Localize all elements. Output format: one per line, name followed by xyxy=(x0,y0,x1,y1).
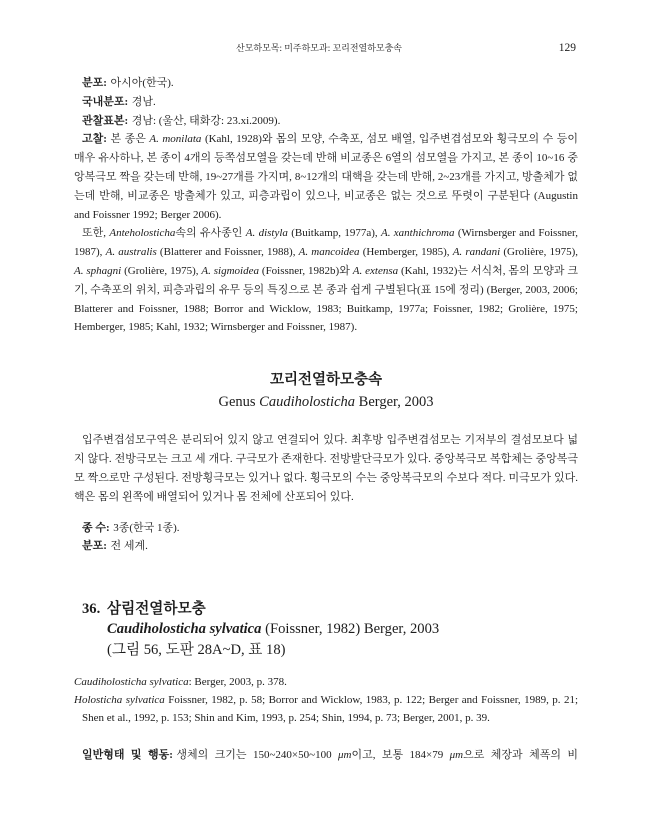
taxon-name: Anteholosticha xyxy=(109,227,176,240)
page-body xyxy=(74,74,578,764)
genus-authority: Berger, 2003 xyxy=(355,394,434,411)
genus-name: Caudiholosticha xyxy=(259,394,356,411)
genus-title-latin xyxy=(74,391,578,413)
remarks-label: 고찰: xyxy=(82,133,107,146)
synonym-citation: : Berger, 2003, p. 378. xyxy=(188,675,287,688)
taxon-name: A. sigmoidea xyxy=(201,264,259,277)
unit-symbol: μm xyxy=(449,748,464,761)
running-title: 산모하모목: 미주하모과: 꼬리전열하모충속 xyxy=(236,43,402,53)
text-run: (Kahl, 1932)는 서식처, 몸의 모양과 크기, 수축포의 위치, 피층과립의 유무 등의 특징으로 본 종과 쉽게 구별된다(표 15에 정리) (Berger, 2003, 2006; Blatterer and Foissner, 1988; Borror and Wicklow, 1983; Buitkamp, 1977a; Foissner, 1982; Grolière, 1975; Hemberger, 1985; Kahl, 1932; Wirnsberger and Foissner, 1987). xyxy=(74,264,578,334)
field-label: 종 수: xyxy=(82,521,110,534)
field-label: 분포: xyxy=(82,77,107,89)
text-run: (Hemberger, 1985), xyxy=(359,246,453,259)
text-run: (Wirnsberger and Foissner, 1987), xyxy=(74,227,578,259)
morphology-label: 일반형태 및 행동: xyxy=(82,748,173,761)
field-value: 아시아(한국). xyxy=(110,77,174,89)
species-number: 36. xyxy=(82,600,101,617)
species-korean-name: 삼림전열하모충 xyxy=(107,600,206,617)
species-heading xyxy=(74,599,578,661)
genus-title-korean: 꼬리전열하모충속 xyxy=(269,372,383,389)
species-scientific-line xyxy=(107,619,578,640)
previous-species-section xyxy=(74,74,578,337)
field-value: 3종(한국 1종). xyxy=(113,521,180,534)
distribution-entry xyxy=(74,74,578,93)
taxon-name: A. monilata xyxy=(149,133,202,146)
species-references: (그림 56, 도판 28A~D, 표 18) xyxy=(107,641,286,658)
synonym-list xyxy=(74,673,578,727)
korean-distribution-entry xyxy=(74,93,578,112)
field-label: 관찰표본: xyxy=(82,114,129,127)
genus-diagnosis: 입주변겹섬모구역은 분리되어 있지 않고 연결되어 있다. 최후방 입주변겹섬모는 기저부의 결섬모보다 넓지 않다. 전방극모는 크고 세 개다. 구극모가 존재한다. 전방발단극모가 있다. 중앙복극모 복합체는 중앙복극모 짝으로만 구성된다. 전방횡극모는 있거나 없다. 횡극모의 수는 중앙복극모의 수보다 적다. 미극모가 있다. 핵은 몸의 왼쪽에 배열되어 있거나 몸 전체에 산포되어 있다. xyxy=(74,433,578,503)
taxon-name: A. sphagni xyxy=(74,264,122,277)
page-number: 129 xyxy=(558,42,576,54)
taxon-name: A. xanthichroma xyxy=(381,227,455,240)
morphology-paragraph xyxy=(74,746,578,765)
taxon-name: A. extensa xyxy=(352,264,399,277)
taxon-name: A. distyla xyxy=(245,227,288,240)
taxon-name: Holosticha sylvatica xyxy=(74,693,165,706)
text-run: 속의 유사종인 xyxy=(175,227,246,240)
text-run: (Grolière, 1975), xyxy=(500,246,578,259)
synonym-entry xyxy=(74,673,578,691)
text-run: 으로 체장과 체폭의 비 xyxy=(463,748,578,761)
species-section xyxy=(74,599,578,765)
text-run: (Grolière, 1975), xyxy=(121,264,202,277)
synonym-entry xyxy=(74,691,578,727)
field-label: 국내분포: xyxy=(82,95,129,108)
text-run: (Foissner, 1982b)와 xyxy=(259,264,353,277)
genus-distribution-entry xyxy=(74,537,578,556)
running-header xyxy=(0,0,652,60)
field-value: 경남: (울산, 태화강: 23.xi.2009). xyxy=(131,114,281,127)
genus-facts xyxy=(74,519,578,556)
species-heading-lines xyxy=(107,599,578,661)
synonym-citation: Foissner, 1982, p. 58; Borror and Wicklow, 1983, p. 122; Berger and Foissner, 1989, p. 21; Shen et al., 1992, p. 153; Shin and Kim, 1993, p. 254; Shin, 1994, p. 73; Berger, 2001, p. 39. xyxy=(82,693,579,724)
remarks-paragraph xyxy=(74,130,578,224)
taxon-name: A. randani xyxy=(452,246,501,259)
species-scientific-name: Caudiholosticha sylvatica xyxy=(107,621,262,638)
species-authority: (Foissner, 1982) Berger, 2003 xyxy=(261,621,440,638)
taxon-name: A. mancoidea xyxy=(298,246,360,259)
genus-section xyxy=(74,369,578,556)
text-run: (Kahl, 1928)와 몸의 모양, 수축포, 섬모 배열, 입주변겹섬모와 횡극모의 수 등이 매우 유사하나, 본 종이 4개의 등쪽섬모열을 갖는데 반해 비교종은 6열의 섬모열을 가지고, 본 종이 10~16 중앙복극모 짝을 갖는데 반해, 19~27개를 가지며, 8~12개의 대핵을 갖는데 반해, 2~23개를 가지고, 방출체가 없는데 반해, 비교종은 방출체가 있고, 피층과립이 있으나, 비교종은 없는 것으로 뚜렷이 구분된다 (Augustin and Foissner 1992; Berger 2006). xyxy=(74,133,578,221)
text-run: 생체의 크기는 150~240×50~100 xyxy=(176,748,338,761)
field-value: 전 세계. xyxy=(110,540,148,553)
taxon-name: A. australis xyxy=(105,246,157,259)
text-run: (Buitkamp, 1977a), xyxy=(287,227,381,240)
field-value: 경남. xyxy=(131,95,156,108)
text-run: (Blatterer and Foissner, 1988), xyxy=(156,246,299,259)
field-label: 분포: xyxy=(82,540,107,553)
unit-symbol: μm xyxy=(337,748,352,761)
text-run: 이고, 보통 184×79 xyxy=(351,748,450,761)
comparison-paragraph xyxy=(74,224,578,337)
taxon-name: Caudiholosticha sylvatica xyxy=(74,675,189,688)
genus-prefix: Genus xyxy=(218,394,260,411)
specimens-examined-entry xyxy=(74,112,578,131)
text-run: 본 종은 xyxy=(110,133,150,146)
text-run: 또한, xyxy=(82,227,110,240)
species-count-entry xyxy=(74,519,578,538)
